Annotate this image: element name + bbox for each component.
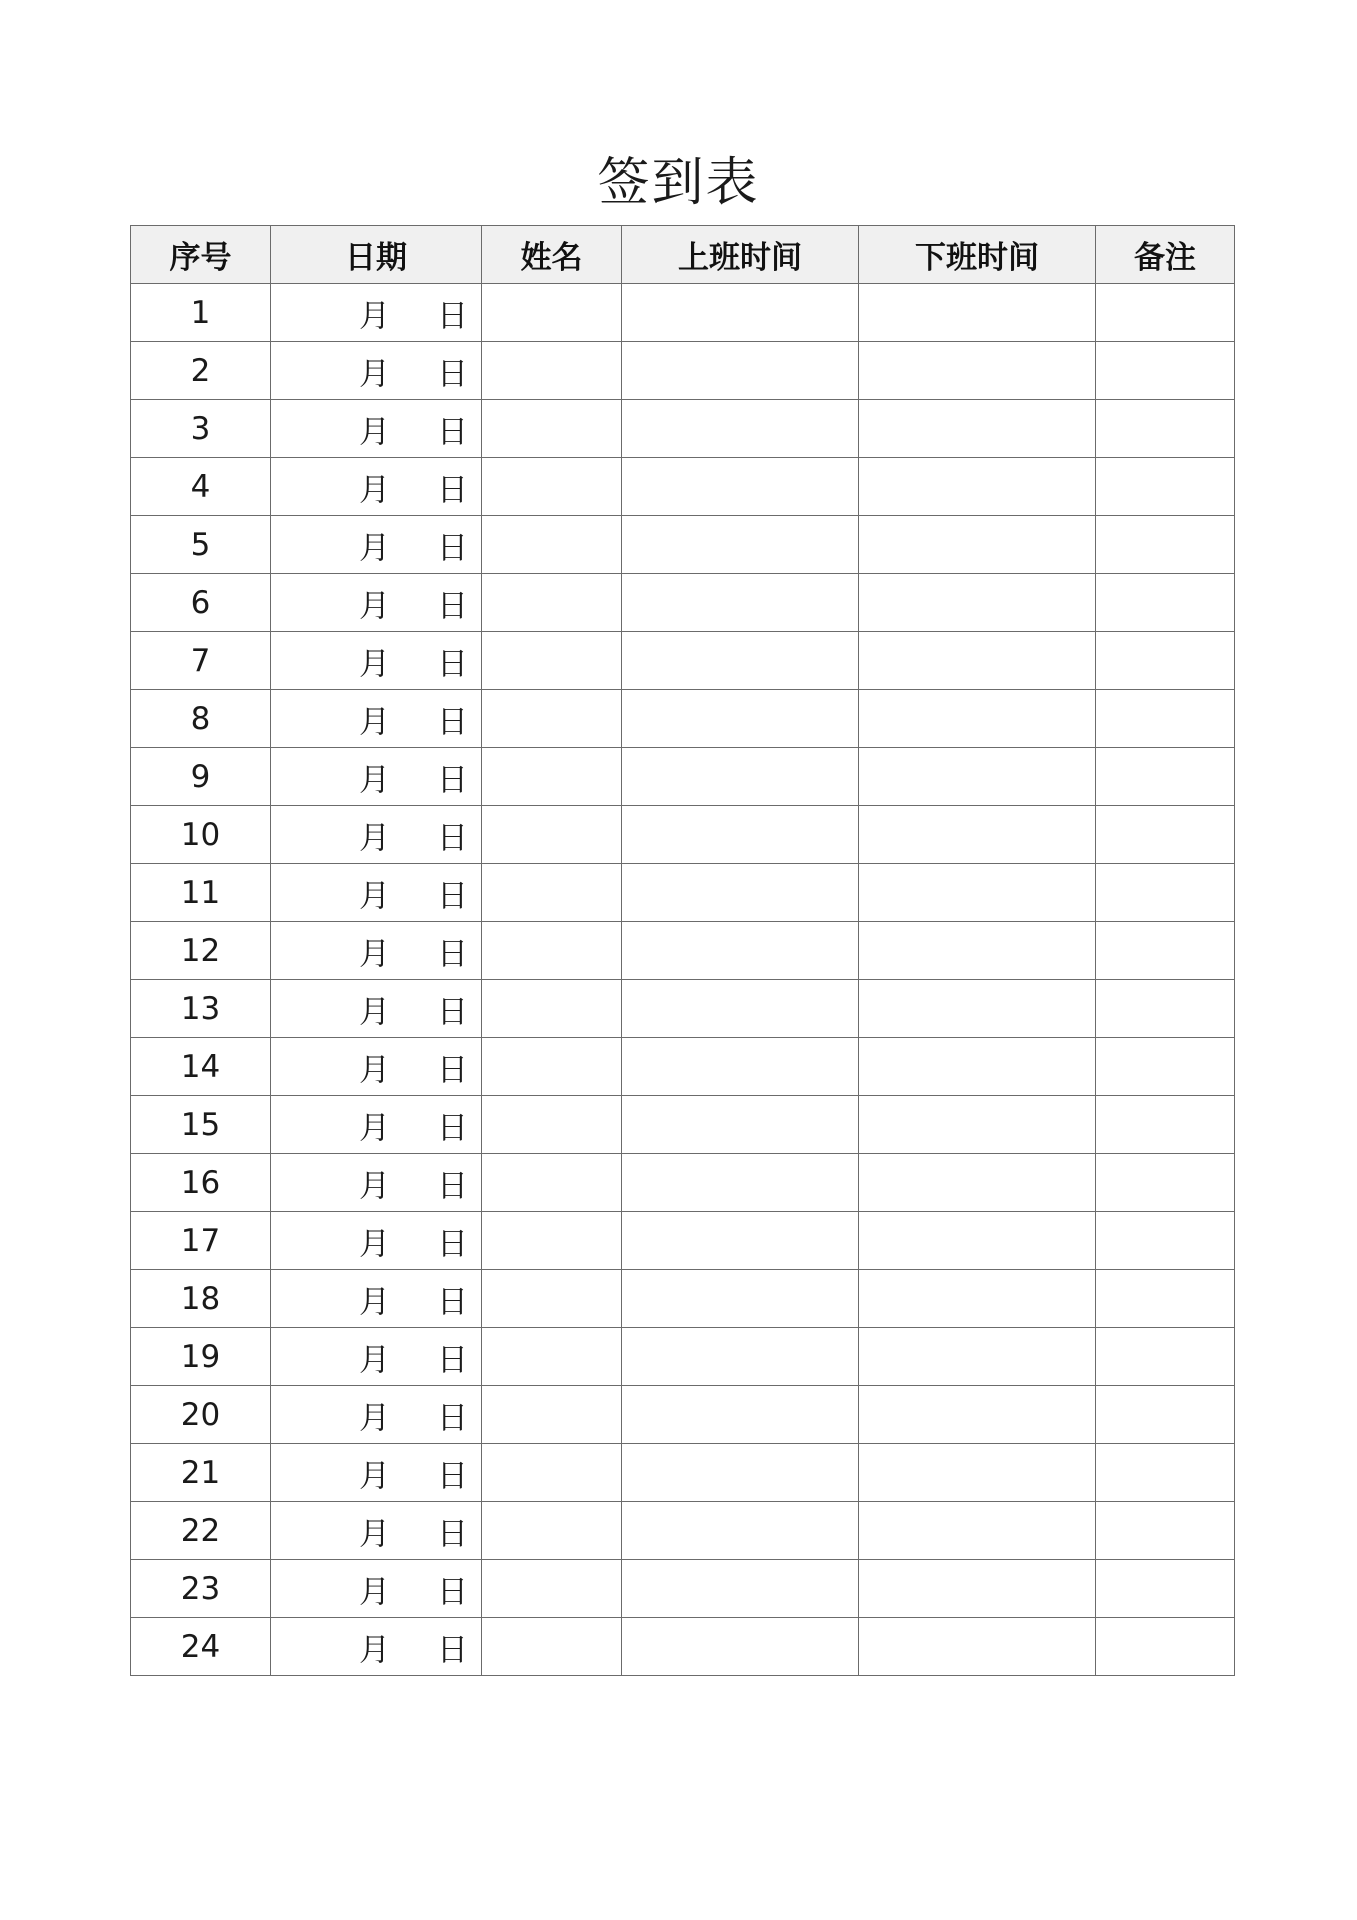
day-label: 日 bbox=[437, 1516, 468, 1552]
clock-out-cell[interactable] bbox=[859, 516, 1096, 574]
day-label: 日 bbox=[437, 820, 468, 856]
name-cell[interactable] bbox=[482, 1154, 622, 1212]
month-label: 月 bbox=[359, 1574, 390, 1610]
table-row bbox=[131, 1270, 1235, 1328]
day-label: 日 bbox=[437, 1632, 468, 1668]
remarks-cell[interactable] bbox=[1096, 1386, 1235, 1444]
clock-in-cell[interactable] bbox=[622, 1096, 859, 1154]
date-cell[interactable] bbox=[271, 1154, 482, 1212]
clock-in-cell[interactable] bbox=[622, 748, 859, 806]
table-row bbox=[131, 1618, 1235, 1676]
row-number-cell: 9 bbox=[131, 748, 271, 806]
date-cell[interactable] bbox=[271, 632, 482, 690]
month-label: 月 bbox=[359, 1110, 390, 1146]
remarks-cell[interactable] bbox=[1096, 1444, 1235, 1502]
date-cell[interactable] bbox=[271, 574, 482, 632]
clock-in-cell[interactable] bbox=[622, 458, 859, 516]
clock-out-cell[interactable] bbox=[859, 980, 1096, 1038]
day-label: 日 bbox=[437, 704, 468, 740]
name-cell[interactable] bbox=[482, 632, 622, 690]
name-cell[interactable] bbox=[482, 1386, 622, 1444]
table-header-row bbox=[131, 226, 1235, 284]
day-label: 日 bbox=[437, 1342, 468, 1378]
day-label: 日 bbox=[437, 1284, 468, 1320]
month-label: 月 bbox=[359, 936, 390, 972]
name-cell[interactable] bbox=[482, 922, 622, 980]
clock-in-cell[interactable] bbox=[622, 1270, 859, 1328]
row-number-cell: 11 bbox=[131, 864, 271, 922]
remarks-cell[interactable] bbox=[1096, 980, 1235, 1038]
page-title: 签到表 bbox=[597, 153, 760, 213]
table-row bbox=[131, 980, 1235, 1038]
clock-out-cell[interactable] bbox=[859, 342, 1096, 400]
month-label: 月 bbox=[359, 588, 390, 624]
table-row bbox=[131, 1560, 1235, 1618]
remarks-cell[interactable] bbox=[1096, 1154, 1235, 1212]
remarks-cell[interactable] bbox=[1096, 864, 1235, 922]
name-cell[interactable] bbox=[482, 1270, 622, 1328]
clock-in-cell[interactable] bbox=[622, 574, 859, 632]
table-row bbox=[131, 632, 1235, 690]
table-body bbox=[131, 284, 1235, 1676]
clock-in-cell[interactable] bbox=[622, 980, 859, 1038]
clock-out-cell[interactable] bbox=[859, 864, 1096, 922]
month-label: 月 bbox=[359, 762, 390, 798]
table-row bbox=[131, 342, 1235, 400]
table-row bbox=[131, 284, 1235, 342]
month-label: 月 bbox=[359, 1342, 390, 1378]
clock-out-cell[interactable] bbox=[859, 922, 1096, 980]
name-cell[interactable] bbox=[482, 1096, 622, 1154]
remarks-cell[interactable] bbox=[1096, 1212, 1235, 1270]
table-row bbox=[131, 1212, 1235, 1270]
clock-out-cell[interactable] bbox=[859, 458, 1096, 516]
remarks-cell[interactable] bbox=[1096, 516, 1235, 574]
row-number-cell: 15 bbox=[131, 1096, 271, 1154]
row-number-cell: 4 bbox=[131, 458, 271, 516]
month-label: 月 bbox=[359, 356, 390, 392]
clock-in-cell[interactable] bbox=[622, 1560, 859, 1618]
month-label: 月 bbox=[359, 1458, 390, 1494]
row-number-cell: 14 bbox=[131, 1038, 271, 1096]
date-cell[interactable] bbox=[271, 1618, 482, 1676]
day-label: 日 bbox=[437, 1110, 468, 1146]
clock-out-cell[interactable] bbox=[859, 1444, 1096, 1502]
clock-in-cell[interactable] bbox=[622, 1502, 859, 1560]
sign-in-table bbox=[130, 225, 1235, 1676]
row-number-cell: 20 bbox=[131, 1386, 271, 1444]
row-number-cell: 12 bbox=[131, 922, 271, 980]
day-label: 日 bbox=[437, 1400, 468, 1436]
day-label: 日 bbox=[437, 1226, 468, 1262]
clock-out-cell[interactable] bbox=[859, 1502, 1096, 1560]
remarks-cell[interactable] bbox=[1096, 1618, 1235, 1676]
month-label: 月 bbox=[359, 994, 390, 1030]
remarks-cell[interactable] bbox=[1096, 574, 1235, 632]
date-cell[interactable] bbox=[271, 864, 482, 922]
row-number-cell: 24 bbox=[131, 1618, 271, 1676]
row-number-cell: 2 bbox=[131, 342, 271, 400]
remarks-cell[interactable] bbox=[1096, 690, 1235, 748]
row-number-cell: 5 bbox=[131, 516, 271, 574]
clock-out-cell[interactable] bbox=[859, 1212, 1096, 1270]
column-header-number: 序号 bbox=[131, 226, 271, 284]
date-cell[interactable] bbox=[271, 1560, 482, 1618]
row-number-cell: 3 bbox=[131, 400, 271, 458]
column-header-clock-in: 上班时间 bbox=[622, 226, 859, 284]
date-cell[interactable] bbox=[271, 1328, 482, 1386]
clock-in-cell[interactable] bbox=[622, 1386, 859, 1444]
table-row bbox=[131, 864, 1235, 922]
row-number-cell: 1 bbox=[131, 284, 271, 342]
row-number-cell: 10 bbox=[131, 806, 271, 864]
day-label: 日 bbox=[437, 414, 468, 450]
name-cell[interactable] bbox=[482, 516, 622, 574]
row-number-cell: 16 bbox=[131, 1154, 271, 1212]
name-cell[interactable] bbox=[482, 400, 622, 458]
row-number-cell: 8 bbox=[131, 690, 271, 748]
clock-out-cell[interactable] bbox=[859, 284, 1096, 342]
remarks-cell[interactable] bbox=[1096, 1038, 1235, 1096]
remarks-cell[interactable] bbox=[1096, 632, 1235, 690]
row-number-cell: 6 bbox=[131, 574, 271, 632]
date-cell[interactable] bbox=[271, 1096, 482, 1154]
clock-out-cell[interactable] bbox=[859, 1154, 1096, 1212]
clock-in-cell[interactable] bbox=[622, 864, 859, 922]
column-header-clock-out: 下班时间 bbox=[859, 226, 1096, 284]
clock-out-cell[interactable] bbox=[859, 400, 1096, 458]
table-row bbox=[131, 1444, 1235, 1502]
clock-in-cell[interactable] bbox=[622, 1328, 859, 1386]
row-number-cell: 13 bbox=[131, 980, 271, 1038]
name-cell[interactable] bbox=[482, 1502, 622, 1560]
row-number-cell: 23 bbox=[131, 1560, 271, 1618]
month-label: 月 bbox=[359, 1226, 390, 1262]
date-cell[interactable] bbox=[271, 806, 482, 864]
clock-out-cell[interactable] bbox=[859, 1270, 1096, 1328]
table-row bbox=[131, 458, 1235, 516]
name-cell[interactable] bbox=[482, 864, 622, 922]
clock-in-cell[interactable] bbox=[622, 1154, 859, 1212]
day-label: 日 bbox=[437, 1168, 468, 1204]
column-header-name: 姓名 bbox=[482, 226, 622, 284]
remarks-cell[interactable] bbox=[1096, 1328, 1235, 1386]
clock-out-cell[interactable] bbox=[859, 1038, 1096, 1096]
table-row bbox=[131, 806, 1235, 864]
date-cell[interactable] bbox=[271, 1444, 482, 1502]
day-label: 日 bbox=[437, 530, 468, 566]
month-label: 月 bbox=[359, 1516, 390, 1552]
date-cell[interactable] bbox=[271, 400, 482, 458]
column-header-date: 日期 bbox=[271, 226, 482, 284]
month-label: 月 bbox=[359, 414, 390, 450]
clock-out-cell[interactable] bbox=[859, 1560, 1096, 1618]
date-cell[interactable] bbox=[271, 980, 482, 1038]
name-cell[interactable] bbox=[482, 574, 622, 632]
row-number-cell: 21 bbox=[131, 1444, 271, 1502]
name-cell[interactable] bbox=[482, 980, 622, 1038]
clock-in-cell[interactable] bbox=[622, 632, 859, 690]
clock-out-cell[interactable] bbox=[859, 1096, 1096, 1154]
name-cell[interactable] bbox=[482, 1038, 622, 1096]
remarks-cell[interactable] bbox=[1096, 922, 1235, 980]
date-cell[interactable] bbox=[271, 1386, 482, 1444]
row-number-cell: 19 bbox=[131, 1328, 271, 1386]
day-label: 日 bbox=[437, 472, 468, 508]
clock-in-cell[interactable] bbox=[622, 284, 859, 342]
name-cell[interactable] bbox=[482, 1560, 622, 1618]
table-row bbox=[131, 1328, 1235, 1386]
table-row bbox=[131, 574, 1235, 632]
month-label: 月 bbox=[359, 1632, 390, 1668]
day-label: 日 bbox=[437, 994, 468, 1030]
date-cell[interactable] bbox=[271, 1270, 482, 1328]
clock-in-cell[interactable] bbox=[622, 690, 859, 748]
clock-out-cell[interactable] bbox=[859, 748, 1096, 806]
month-label: 月 bbox=[359, 1400, 390, 1436]
table-row bbox=[131, 748, 1235, 806]
table-row bbox=[131, 1038, 1235, 1096]
name-cell[interactable] bbox=[482, 458, 622, 516]
date-cell[interactable] bbox=[271, 1502, 482, 1560]
date-cell[interactable] bbox=[271, 1212, 482, 1270]
month-label: 月 bbox=[359, 878, 390, 914]
clock-out-cell[interactable] bbox=[859, 1328, 1096, 1386]
day-label: 日 bbox=[437, 762, 468, 798]
day-label: 日 bbox=[437, 1458, 468, 1494]
table-row bbox=[131, 1096, 1235, 1154]
clock-out-cell[interactable] bbox=[859, 690, 1096, 748]
row-number-cell: 7 bbox=[131, 632, 271, 690]
day-label: 日 bbox=[437, 646, 468, 682]
clock-in-cell[interactable] bbox=[622, 1618, 859, 1676]
clock-in-cell[interactable] bbox=[622, 400, 859, 458]
clock-in-cell[interactable] bbox=[622, 806, 859, 864]
month-label: 月 bbox=[359, 1052, 390, 1088]
table-row bbox=[131, 1502, 1235, 1560]
month-label: 月 bbox=[359, 472, 390, 508]
name-cell[interactable] bbox=[482, 1618, 622, 1676]
remarks-cell[interactable] bbox=[1096, 806, 1235, 864]
day-label: 日 bbox=[437, 1574, 468, 1610]
remarks-cell[interactable] bbox=[1096, 458, 1235, 516]
remarks-cell[interactable] bbox=[1096, 284, 1235, 342]
month-label: 月 bbox=[359, 298, 390, 334]
name-cell[interactable] bbox=[482, 284, 622, 342]
clock-out-cell[interactable] bbox=[859, 1386, 1096, 1444]
remarks-cell[interactable] bbox=[1096, 342, 1235, 400]
row-number-cell: 18 bbox=[131, 1270, 271, 1328]
month-label: 月 bbox=[359, 1168, 390, 1204]
name-cell[interactable] bbox=[482, 1212, 622, 1270]
name-cell[interactable] bbox=[482, 342, 622, 400]
month-label: 月 bbox=[359, 1284, 390, 1320]
day-label: 日 bbox=[437, 356, 468, 392]
clock-in-cell[interactable] bbox=[622, 922, 859, 980]
remarks-cell[interactable] bbox=[1096, 1270, 1235, 1328]
clock-in-cell[interactable] bbox=[622, 342, 859, 400]
remarks-cell[interactable] bbox=[1096, 1502, 1235, 1560]
row-number-cell: 22 bbox=[131, 1502, 271, 1560]
date-cell[interactable] bbox=[271, 690, 482, 748]
table-row bbox=[131, 1386, 1235, 1444]
table-row bbox=[131, 690, 1235, 748]
date-cell[interactable] bbox=[271, 1038, 482, 1096]
clock-in-cell[interactable] bbox=[622, 1444, 859, 1502]
date-cell[interactable] bbox=[271, 284, 482, 342]
date-cell[interactable] bbox=[271, 516, 482, 574]
name-cell[interactable] bbox=[482, 748, 622, 806]
day-label: 日 bbox=[437, 936, 468, 972]
clock-out-cell[interactable] bbox=[859, 806, 1096, 864]
clock-out-cell[interactable] bbox=[859, 632, 1096, 690]
remarks-cell[interactable] bbox=[1096, 400, 1235, 458]
month-label: 月 bbox=[359, 820, 390, 856]
date-cell[interactable] bbox=[271, 748, 482, 806]
name-cell[interactable] bbox=[482, 1444, 622, 1502]
date-cell[interactable] bbox=[271, 922, 482, 980]
month-label: 月 bbox=[359, 530, 390, 566]
name-cell[interactable] bbox=[482, 806, 622, 864]
table-row bbox=[131, 516, 1235, 574]
date-cell[interactable] bbox=[271, 458, 482, 516]
table-row bbox=[131, 1154, 1235, 1212]
clock-in-cell[interactable] bbox=[622, 516, 859, 574]
clock-in-cell[interactable] bbox=[622, 1212, 859, 1270]
day-label: 日 bbox=[437, 588, 468, 624]
column-header-remarks: 备注 bbox=[1096, 226, 1235, 284]
remarks-cell[interactable] bbox=[1096, 1560, 1235, 1618]
month-label: 月 bbox=[359, 646, 390, 682]
clock-out-cell[interactable] bbox=[859, 1618, 1096, 1676]
clock-out-cell[interactable] bbox=[859, 574, 1096, 632]
date-cell[interactable] bbox=[271, 342, 482, 400]
day-label: 日 bbox=[437, 1052, 468, 1088]
row-number-cell: 17 bbox=[131, 1212, 271, 1270]
month-label: 月 bbox=[359, 704, 390, 740]
clock-in-cell[interactable] bbox=[622, 1038, 859, 1096]
name-cell[interactable] bbox=[482, 1328, 622, 1386]
day-label: 日 bbox=[437, 298, 468, 334]
table-row bbox=[131, 922, 1235, 980]
name-cell[interactable] bbox=[482, 690, 622, 748]
remarks-cell[interactable] bbox=[1096, 1096, 1235, 1154]
table-row bbox=[131, 400, 1235, 458]
remarks-cell[interactable] bbox=[1096, 748, 1235, 806]
day-label: 日 bbox=[437, 878, 468, 914]
